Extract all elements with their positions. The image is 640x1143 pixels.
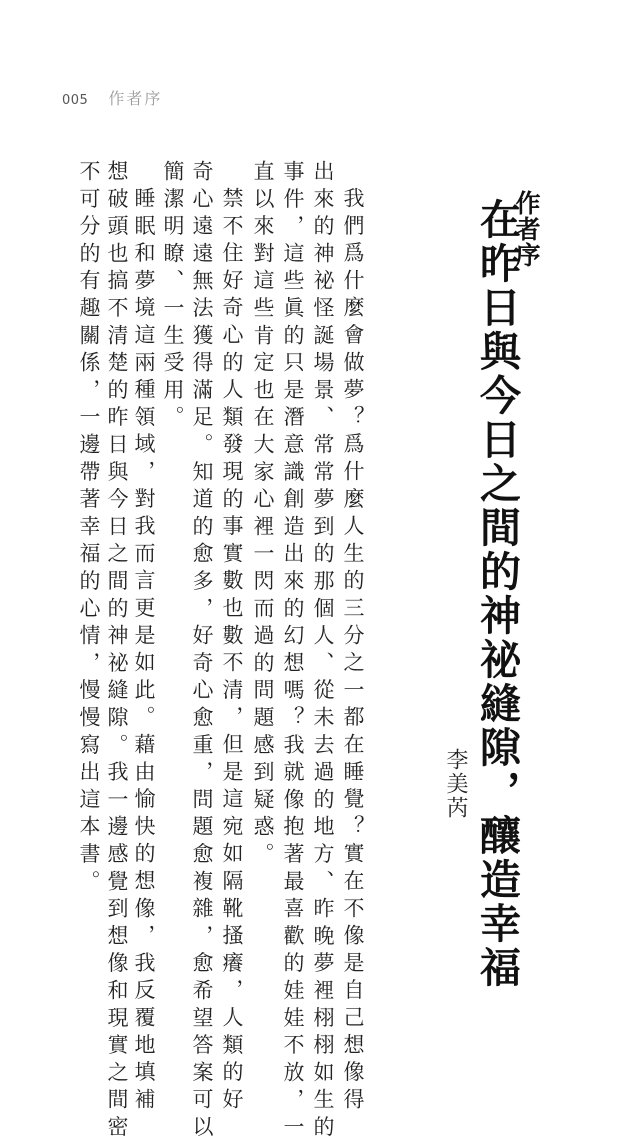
paragraph-2-line-1: 禁不住好奇心的人類發現的事實數也數不清，但是這宛如隔靴搔癢，人類的好: [220, 187, 244, 1116]
paragraph-1-line-3: 事件，這些眞的只是潛意識創造出來的幻想嗎？我就像抱著最喜歡的娃娃不放，一: [281, 160, 305, 1143]
section-label: 作者序: [512, 190, 541, 268]
running-header: [62, 86, 162, 109]
paragraph-2-line-3: 簡潔明瞭、一生受用。: [161, 160, 185, 433]
running-title: 作者序: [108, 89, 163, 108]
paragraph-1-line-1: 我們爲什麼會做夢？爲什麼人生的三分之一都在睡覺？實在不像是自己想像得: [341, 187, 365, 1116]
paragraph-3-line-1: 睡眠和夢境這兩種領域，對我而言更是如此。藉由愉快的想像，我反覆地填補: [132, 187, 156, 1116]
paragraph-1-line-2: 出來的神祕怪誕場景、常常夢到的那個人、從未去過的地方、昨晚夢裡栩栩如生的: [311, 160, 335, 1143]
paragraph-3-line-3: 不可分的有趣關係，一邊帶著幸福的心情，慢慢寫出這本書。: [77, 160, 101, 898]
author-name: 李美芮: [443, 748, 468, 820]
paragraph-3-line-2: 想破頭也搞不清楚的昨日與今日之間的神祕縫隙。我一邊感覺到想像和現實之間密: [105, 160, 129, 1143]
page-number: 005: [62, 93, 89, 108]
chapter-title: 在昨日與今日之間的神祕縫隙，釀造幸福: [473, 198, 521, 990]
paragraph-1-line-4: 直以來對這些肯定也在大家心裡一閃而過的問題感到疑惑。: [251, 160, 275, 870]
paragraph-2-line-2: 奇心遠遠無法獲得滿足。知道的愈多，好奇心愈重，問題愈複雜，愈希望答案可以: [190, 160, 214, 1143]
